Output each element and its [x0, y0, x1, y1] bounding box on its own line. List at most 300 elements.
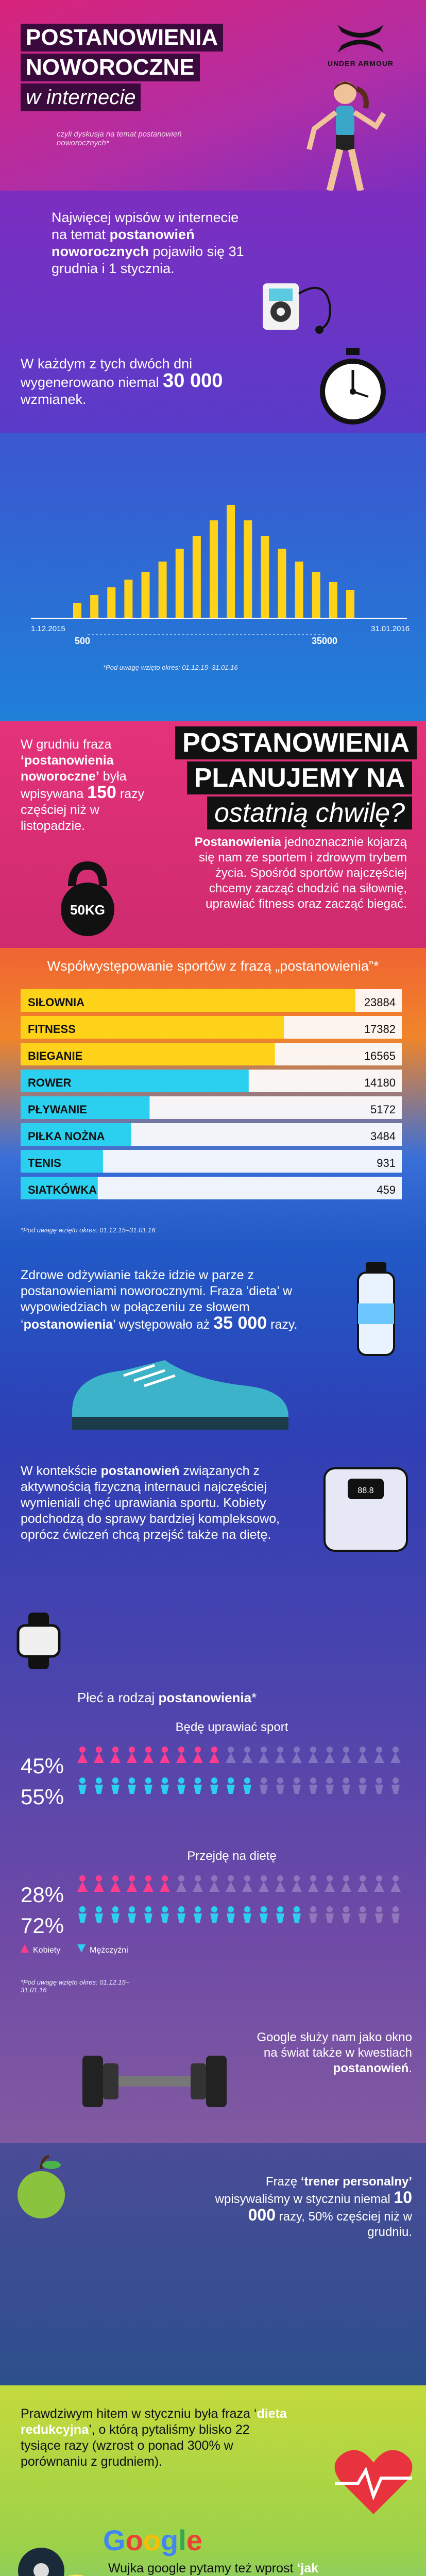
person-icon	[259, 1753, 269, 1763]
person-icon	[391, 1785, 400, 1794]
person-icon	[160, 1882, 170, 1892]
person-icon-head	[96, 1906, 102, 1912]
person-icon	[143, 1882, 154, 1892]
water-bottle-icon	[340, 1257, 412, 1360]
person-icon	[359, 1913, 367, 1923]
sports-note: *Pod uwagę wzięto okres: 01.12.15–31.01.16	[21, 1226, 156, 1234]
person-icon-head	[393, 1875, 399, 1882]
person-icon	[260, 1785, 268, 1794]
person-icon	[374, 1882, 384, 1892]
google-logo	[103, 2523, 202, 2557]
daily-bar	[278, 549, 286, 618]
daily-bar	[244, 520, 252, 618]
daily-bar	[227, 505, 235, 618]
person-icon-head	[310, 1906, 316, 1912]
person-icon	[161, 1785, 169, 1794]
google-logo-letter: o	[143, 2524, 161, 2556]
person-icon-head	[294, 1747, 300, 1753]
kettlebell-label: 50KG	[70, 902, 105, 918]
person-icon-head	[112, 1875, 118, 1882]
sports-bar-label: TENIS	[28, 1157, 61, 1170]
person-icon-head	[376, 1777, 382, 1784]
person-icon	[357, 1882, 368, 1892]
person-icon	[209, 1882, 219, 1892]
legend-women-icon	[21, 1944, 29, 1953]
person-icon-head	[360, 1875, 366, 1882]
main-title	[21, 24, 216, 113]
trainer-text-pre: Frazę	[265, 2175, 301, 2189]
google-logo-text	[103, 2524, 202, 2556]
person-icon-head	[195, 1875, 201, 1882]
sports-bar-value: 931	[377, 1157, 396, 1170]
gender-title	[77, 1690, 257, 1706]
person-icon	[325, 1882, 335, 1892]
sports-bar-value: 14180	[364, 1076, 396, 1089]
person-icon	[177, 1785, 185, 1794]
person-icon-head	[195, 1906, 201, 1912]
daily-bar	[159, 562, 167, 618]
person-icon	[94, 1753, 104, 1763]
svg-text:88.8: 88.8	[357, 1486, 374, 1495]
person-icon-head	[228, 1777, 234, 1784]
daily-bar	[176, 549, 184, 618]
person-icon-head	[178, 1747, 184, 1753]
person-icon-head	[129, 1777, 135, 1784]
december-text-pre: W grudniu fraza	[21, 737, 112, 752]
sports-bar-value: 5172	[370, 1103, 396, 1116]
person-icon-head	[277, 1747, 283, 1753]
person-icon	[144, 1913, 152, 1923]
person-icon	[77, 1753, 88, 1763]
person-icon-head	[112, 1777, 118, 1784]
person-icon	[292, 1882, 302, 1892]
person-icon	[375, 1785, 383, 1794]
gender-section	[0, 1680, 426, 2143]
person-icon-head	[145, 1906, 151, 1912]
person-icon-head	[277, 1875, 283, 1882]
person-icon-head	[343, 1777, 349, 1784]
y-tick-max: 35000	[312, 636, 338, 646]
person-icon-head	[376, 1906, 382, 1912]
person-icon	[128, 1913, 136, 1923]
legend-men-icon	[77, 1944, 86, 1953]
heart-rate-icon	[330, 2442, 417, 2519]
person-icon	[227, 1785, 235, 1794]
google-window-text	[242, 2030, 412, 2076]
person-icon-head	[145, 1747, 151, 1753]
person-icon	[341, 1753, 351, 1763]
lm-text-post: jednoznacznie kojarzą się nam ze sportem i zdrowym trybem życia. Spośród sportów najczęściej chcemy zacząć chodzić na siłownię, uprawiać fitness oraz zacząć biegać.	[198, 835, 407, 911]
google-logo-letter: g	[161, 2524, 179, 2556]
person-icon-head	[343, 1875, 349, 1882]
person-icon	[342, 1785, 350, 1794]
fitness-text	[21, 1463, 288, 1543]
health-text-pre: Zdrowe odżywianie także idzie w parze z postanowieniami noworocznymi. Fraza ‘dieta’ w wypowiedziach w połączeniu ze słowem ‘	[21, 1268, 293, 1332]
person-icon	[77, 1882, 88, 1892]
google-text	[108, 2561, 376, 2576]
person-icon	[110, 1882, 121, 1892]
person-icon-head	[393, 1777, 399, 1784]
sports-bar-value: 3484	[370, 1130, 396, 1143]
person-icon	[309, 1785, 317, 1794]
title-line-1: POSTANOWIENIA	[21, 24, 223, 52]
google-logo-letter: G	[103, 2524, 126, 2556]
person-icon	[309, 1913, 317, 1923]
person-icon-head	[79, 1875, 86, 1882]
mp3-player-icon	[252, 273, 340, 335]
person-icon-head	[211, 1875, 217, 1882]
y-tick-min: 500	[75, 636, 91, 646]
brand-logo	[319, 21, 402, 67]
person-icon	[276, 1913, 284, 1923]
january-text-post: ’, o którą pytaliśmy blisko 22 tysiące razy (wzrost o ponad 300% w porównaniu z grudniem).	[21, 2422, 250, 2469]
person-icon	[161, 1913, 169, 1923]
person-icon-head	[178, 1906, 184, 1912]
google-logo-letter: l	[178, 2524, 186, 2556]
person-icon	[95, 1785, 103, 1794]
person-icon-head	[211, 1906, 217, 1912]
person-icon	[78, 1913, 87, 1923]
person-icon-head	[79, 1747, 86, 1753]
runner-illustration	[278, 77, 412, 191]
person-icon	[326, 1785, 334, 1794]
person-icon	[194, 1913, 202, 1923]
sports-bar-value: 16565	[364, 1049, 396, 1062]
mentions-text	[21, 355, 268, 408]
person-icon-head	[145, 1777, 151, 1784]
person-icon-head	[294, 1875, 300, 1882]
person-icon	[110, 1753, 121, 1763]
person-icon	[111, 1913, 120, 1923]
person-icon-head	[195, 1777, 201, 1784]
x-tick-start: 1.12.2015	[31, 624, 65, 633]
person-icon-head	[145, 1875, 151, 1882]
person-icon-head	[244, 1875, 250, 1882]
person-icon-head	[162, 1875, 168, 1882]
person-icon-head	[393, 1747, 399, 1753]
gw-text-bold: postanowień	[333, 2061, 409, 2075]
person-icon	[325, 1753, 335, 1763]
person-icon-head	[112, 1747, 118, 1753]
person-icon-head	[327, 1747, 333, 1753]
person-icon	[194, 1785, 202, 1794]
daily-bar	[90, 595, 98, 618]
diet-men-pct: 72%	[21, 1913, 64, 1938]
person-icon	[374, 1753, 384, 1763]
google-text-pre: Wujka google pytamy też wprost	[108, 2561, 297, 2575]
person-icon-head	[228, 1747, 234, 1753]
person-icon	[226, 1882, 236, 1892]
google-logo-letter: o	[125, 2524, 143, 2556]
daily-bar	[261, 536, 269, 618]
last-minute-title	[175, 726, 412, 832]
brand-name: UNDER ARMOUR	[327, 59, 394, 67]
mentions-text-pre: W każdym z tych dwóch dni wygenerowano niemal	[21, 356, 193, 390]
summary-section	[0, 2385, 426, 2576]
sports-bar-value: 459	[377, 1183, 396, 1196]
person-icon	[242, 1753, 252, 1763]
daily-mentions-chart	[0, 433, 426, 721]
daily-bar	[107, 587, 115, 618]
person-icon	[357, 1753, 368, 1763]
person-icon	[276, 1785, 284, 1794]
person-icon	[243, 1913, 251, 1923]
december-text-post: razy częściej niż w listopadzie.	[21, 787, 145, 833]
person-icon	[127, 1753, 137, 1763]
daily-bar	[329, 582, 337, 618]
december-text	[21, 737, 165, 834]
gw-text-pre: Google służy nam jako okno na świat także w kwestiach	[257, 2030, 412, 2060]
kettlebell-icon	[52, 860, 124, 938]
person-icon-head	[376, 1747, 382, 1753]
person-icon	[128, 1785, 136, 1794]
person-icon-head	[211, 1747, 217, 1753]
person-icon	[375, 1913, 383, 1923]
intro-section	[0, 191, 426, 433]
person-icon	[94, 1882, 104, 1892]
person-icon	[78, 1785, 87, 1794]
person-icon-head	[261, 1747, 267, 1753]
person-icon-head	[79, 1777, 86, 1784]
scale-icon	[319, 1463, 412, 1556]
trainer-section	[0, 2143, 426, 2385]
diet-women-pct: 28%	[21, 1883, 64, 1907]
person-icon-head	[343, 1747, 349, 1753]
lm-title-3: ostatnią chwilę?	[207, 796, 412, 829]
health-text	[21, 1267, 299, 1333]
person-icon-head	[277, 1906, 283, 1912]
person-icon	[341, 1882, 351, 1892]
legend-women-label: Kobiety	[33, 1946, 61, 1955]
sports-bar-chart	[0, 984, 426, 1211]
person-icon	[243, 1785, 251, 1794]
person-icon	[390, 1753, 401, 1763]
person-icon	[176, 1882, 186, 1892]
chart-note: *Pod uwagę wzięto okres: 01.12.15–31.01.16	[103, 664, 238, 671]
person-icon-head	[327, 1906, 333, 1912]
person-icon-head	[129, 1747, 135, 1753]
person-icon	[275, 1753, 285, 1763]
last-minute-section	[0, 721, 426, 948]
person-icon	[143, 1753, 154, 1763]
person-icon	[293, 1785, 301, 1794]
sports-rows-group	[21, 989, 402, 1199]
daily-bar	[295, 562, 303, 618]
last-minute-text	[180, 835, 407, 912]
under-armour-logo-icon	[332, 21, 389, 57]
health-text-bold2: 35 000	[213, 1313, 267, 1333]
december-text-bold2: 150	[87, 783, 116, 802]
trainer-text-mid: wpisywaliśmy w styczniu niemal	[215, 2192, 394, 2206]
person-icon	[242, 1882, 252, 1892]
dumbbell-icon	[72, 2040, 237, 2123]
daily-bar	[124, 580, 132, 618]
january-text	[21, 2406, 288, 2470]
person-icon-head	[228, 1875, 234, 1882]
january-text-pre: Prawdziwym hitem w styczniu była fraza ‘	[21, 2406, 257, 2421]
person-icon-head	[162, 1777, 168, 1784]
person-icon	[390, 1882, 401, 1892]
health-text-bold: postanowienia	[23, 1317, 113, 1332]
sports-bar-label: PIŁKA NOŻNA	[28, 1130, 105, 1143]
daily-bar	[312, 572, 320, 618]
daily-bars-group	[73, 505, 354, 618]
person-icon-head	[112, 1906, 118, 1912]
person-icon-head	[261, 1875, 267, 1882]
health-text-post: razy.	[267, 1317, 298, 1332]
sports-bar-label: FITNESS	[28, 1023, 76, 1036]
person-icon-head	[360, 1777, 366, 1784]
fitness-text-pre: W kontekście	[21, 1464, 101, 1478]
person-icon-head	[327, 1777, 333, 1784]
title-line-3: w internecie	[21, 83, 141, 111]
smartwatch-icon	[10, 1613, 67, 1669]
person-icon	[275, 1882, 285, 1892]
person-icon	[193, 1753, 203, 1763]
person-icon-head	[228, 1906, 234, 1912]
gw-text-post: .	[408, 2061, 412, 2075]
person-icon-head	[96, 1747, 102, 1753]
person-icon-head	[162, 1906, 168, 1912]
sports-bar-value: 17382	[364, 1023, 396, 1036]
apple-icon	[10, 2154, 72, 2221]
person-icon-head	[310, 1747, 316, 1753]
person-icon	[144, 1785, 152, 1794]
person-icon-head	[294, 1777, 300, 1784]
intro-text-bold: postanowień noworocznych	[52, 227, 195, 259]
lm-text-bold: Postanowienia	[194, 835, 281, 849]
intro-text	[52, 209, 247, 277]
fitness-text-bold: postanowień	[100, 1464, 180, 1478]
measuring-tape-icon	[10, 2540, 98, 2576]
daily-bar	[142, 572, 150, 618]
sports-chart-title: Współwystępowanie sportów z frazą „postanowienia”*	[47, 958, 379, 974]
person-icon-head	[343, 1906, 349, 1912]
person-icon	[359, 1785, 367, 1794]
person-icon-head	[376, 1875, 382, 1882]
legend-men-label: Mężczyźni	[90, 1946, 128, 1955]
sports-bar-label: SIŁOWNIA	[28, 996, 84, 1009]
person-icon-head	[294, 1906, 300, 1912]
trainer-text-bold: ‘trener personalny’	[300, 2175, 412, 2189]
person-icon-head	[96, 1875, 102, 1882]
person-icon	[391, 1913, 400, 1923]
daily-bar	[193, 536, 201, 618]
person-icon	[177, 1913, 185, 1923]
gender-legend	[21, 1944, 128, 1955]
person-icon	[308, 1753, 318, 1763]
person-icon	[227, 1913, 235, 1923]
person-icon-head	[178, 1875, 184, 1882]
person-icon-head	[244, 1747, 250, 1753]
person-icon-head	[178, 1777, 184, 1784]
lm-title-1: POSTANOWIENIA	[175, 726, 417, 759]
fitness-section	[0, 1443, 426, 1680]
person-icon	[95, 1913, 103, 1923]
person-icon-head	[310, 1875, 316, 1882]
person-icon	[210, 1785, 218, 1794]
sports-bar-label: ROWER	[28, 1076, 72, 1089]
mentions-text-bold: 30 000	[163, 370, 223, 392]
trainer-text-bold2: 10 000	[248, 2188, 412, 2224]
daily-bar	[346, 590, 354, 618]
gender-title-bold: postanowienia	[158, 1690, 252, 1705]
trainer-text	[206, 2174, 412, 2240]
person-icon	[176, 1753, 186, 1763]
person-icon-head	[360, 1747, 366, 1753]
person-icon-head	[261, 1777, 267, 1784]
january-text-bold: dieta redukcyjna	[21, 2406, 287, 2437]
daily-bar	[73, 603, 81, 618]
sports-bar-value: 23884	[364, 996, 396, 1009]
fitness-text-post: związanych z aktywnością fizyczną internauci najczęściej wymieniali chęć uprawiania sportu. Kobiety podchodzą do sprawy bardziej kompleksowo, oprócz ćwiczeń chcą przejść także na dietę.	[21, 1464, 280, 1542]
subtitle: czyli dyskusja na temat postanowień noworocznych*	[57, 130, 182, 147]
person-icon	[308, 1882, 318, 1892]
person-icon-head	[129, 1875, 135, 1882]
person-icon-head	[244, 1906, 250, 1912]
title-line-2: NOWOROCZNE	[21, 54, 200, 81]
sports-section	[0, 948, 426, 1247]
gender-note: *Pod uwagę wzięto okres: 01.12.15–31.01.16	[21, 1978, 130, 1994]
person-icon-head	[162, 1747, 168, 1753]
person-icon	[342, 1913, 350, 1923]
person-icon-head	[327, 1875, 333, 1882]
gender-title-post: *	[251, 1690, 257, 1705]
person-icon	[293, 1913, 301, 1923]
person-icon-head	[129, 1906, 135, 1912]
person-icon	[127, 1882, 137, 1892]
person-icon	[111, 1785, 120, 1794]
person-icon	[210, 1913, 218, 1923]
december-text-bold: ‘postanowienia noworoczne’	[21, 753, 114, 784]
person-icon-head	[79, 1906, 86, 1912]
daily-bar	[210, 520, 218, 618]
intro-text-pre: Najwięcej wpisów w internecie na temat	[52, 210, 239, 242]
person-icon	[209, 1753, 219, 1763]
person-icon-head	[244, 1777, 250, 1784]
person-icon	[259, 1882, 269, 1892]
sport-women-pct: 45%	[21, 1754, 64, 1778]
person-icon-head	[96, 1777, 102, 1784]
daily-chart-section	[0, 433, 426, 721]
person-icon	[160, 1753, 170, 1763]
sneaker-icon	[62, 1350, 299, 1437]
person-icon	[226, 1753, 236, 1763]
trainer-text-post: razy, 50% częściej niż w grudniu.	[276, 2210, 412, 2239]
mentions-text-post: wzmianek.	[21, 392, 87, 407]
intro-text-post: pojawiło się 31 grudnia i 1 stycznia.	[52, 244, 244, 276]
person-icon-head	[195, 1747, 201, 1753]
person-icon	[193, 1882, 203, 1892]
x-tick-end: 31.01.2016	[371, 624, 410, 633]
lm-title-2: PLANUJEMY NA	[187, 761, 412, 794]
sport-men-pct: 55%	[21, 1785, 64, 1809]
sports-bar-label: BIEGANIE	[28, 1049, 83, 1062]
person-icon-head	[310, 1777, 316, 1784]
google-text-bold: ‘jak	[297, 2561, 319, 2575]
gender-chart	[0, 1710, 426, 1989]
person-icon	[326, 1913, 334, 1923]
health-text-mid: ’ występowało aż	[113, 1317, 214, 1332]
person-icon	[292, 1753, 302, 1763]
person-icon-head	[261, 1906, 267, 1912]
gender-title-pre: Płeć a rodzaj	[77, 1690, 159, 1705]
person-icon-head	[360, 1906, 366, 1912]
person-icon-head	[393, 1906, 399, 1912]
group-diet-label: Przejdę na dietę	[187, 1849, 277, 1863]
header-section	[0, 0, 426, 191]
stopwatch-icon	[314, 345, 391, 428]
